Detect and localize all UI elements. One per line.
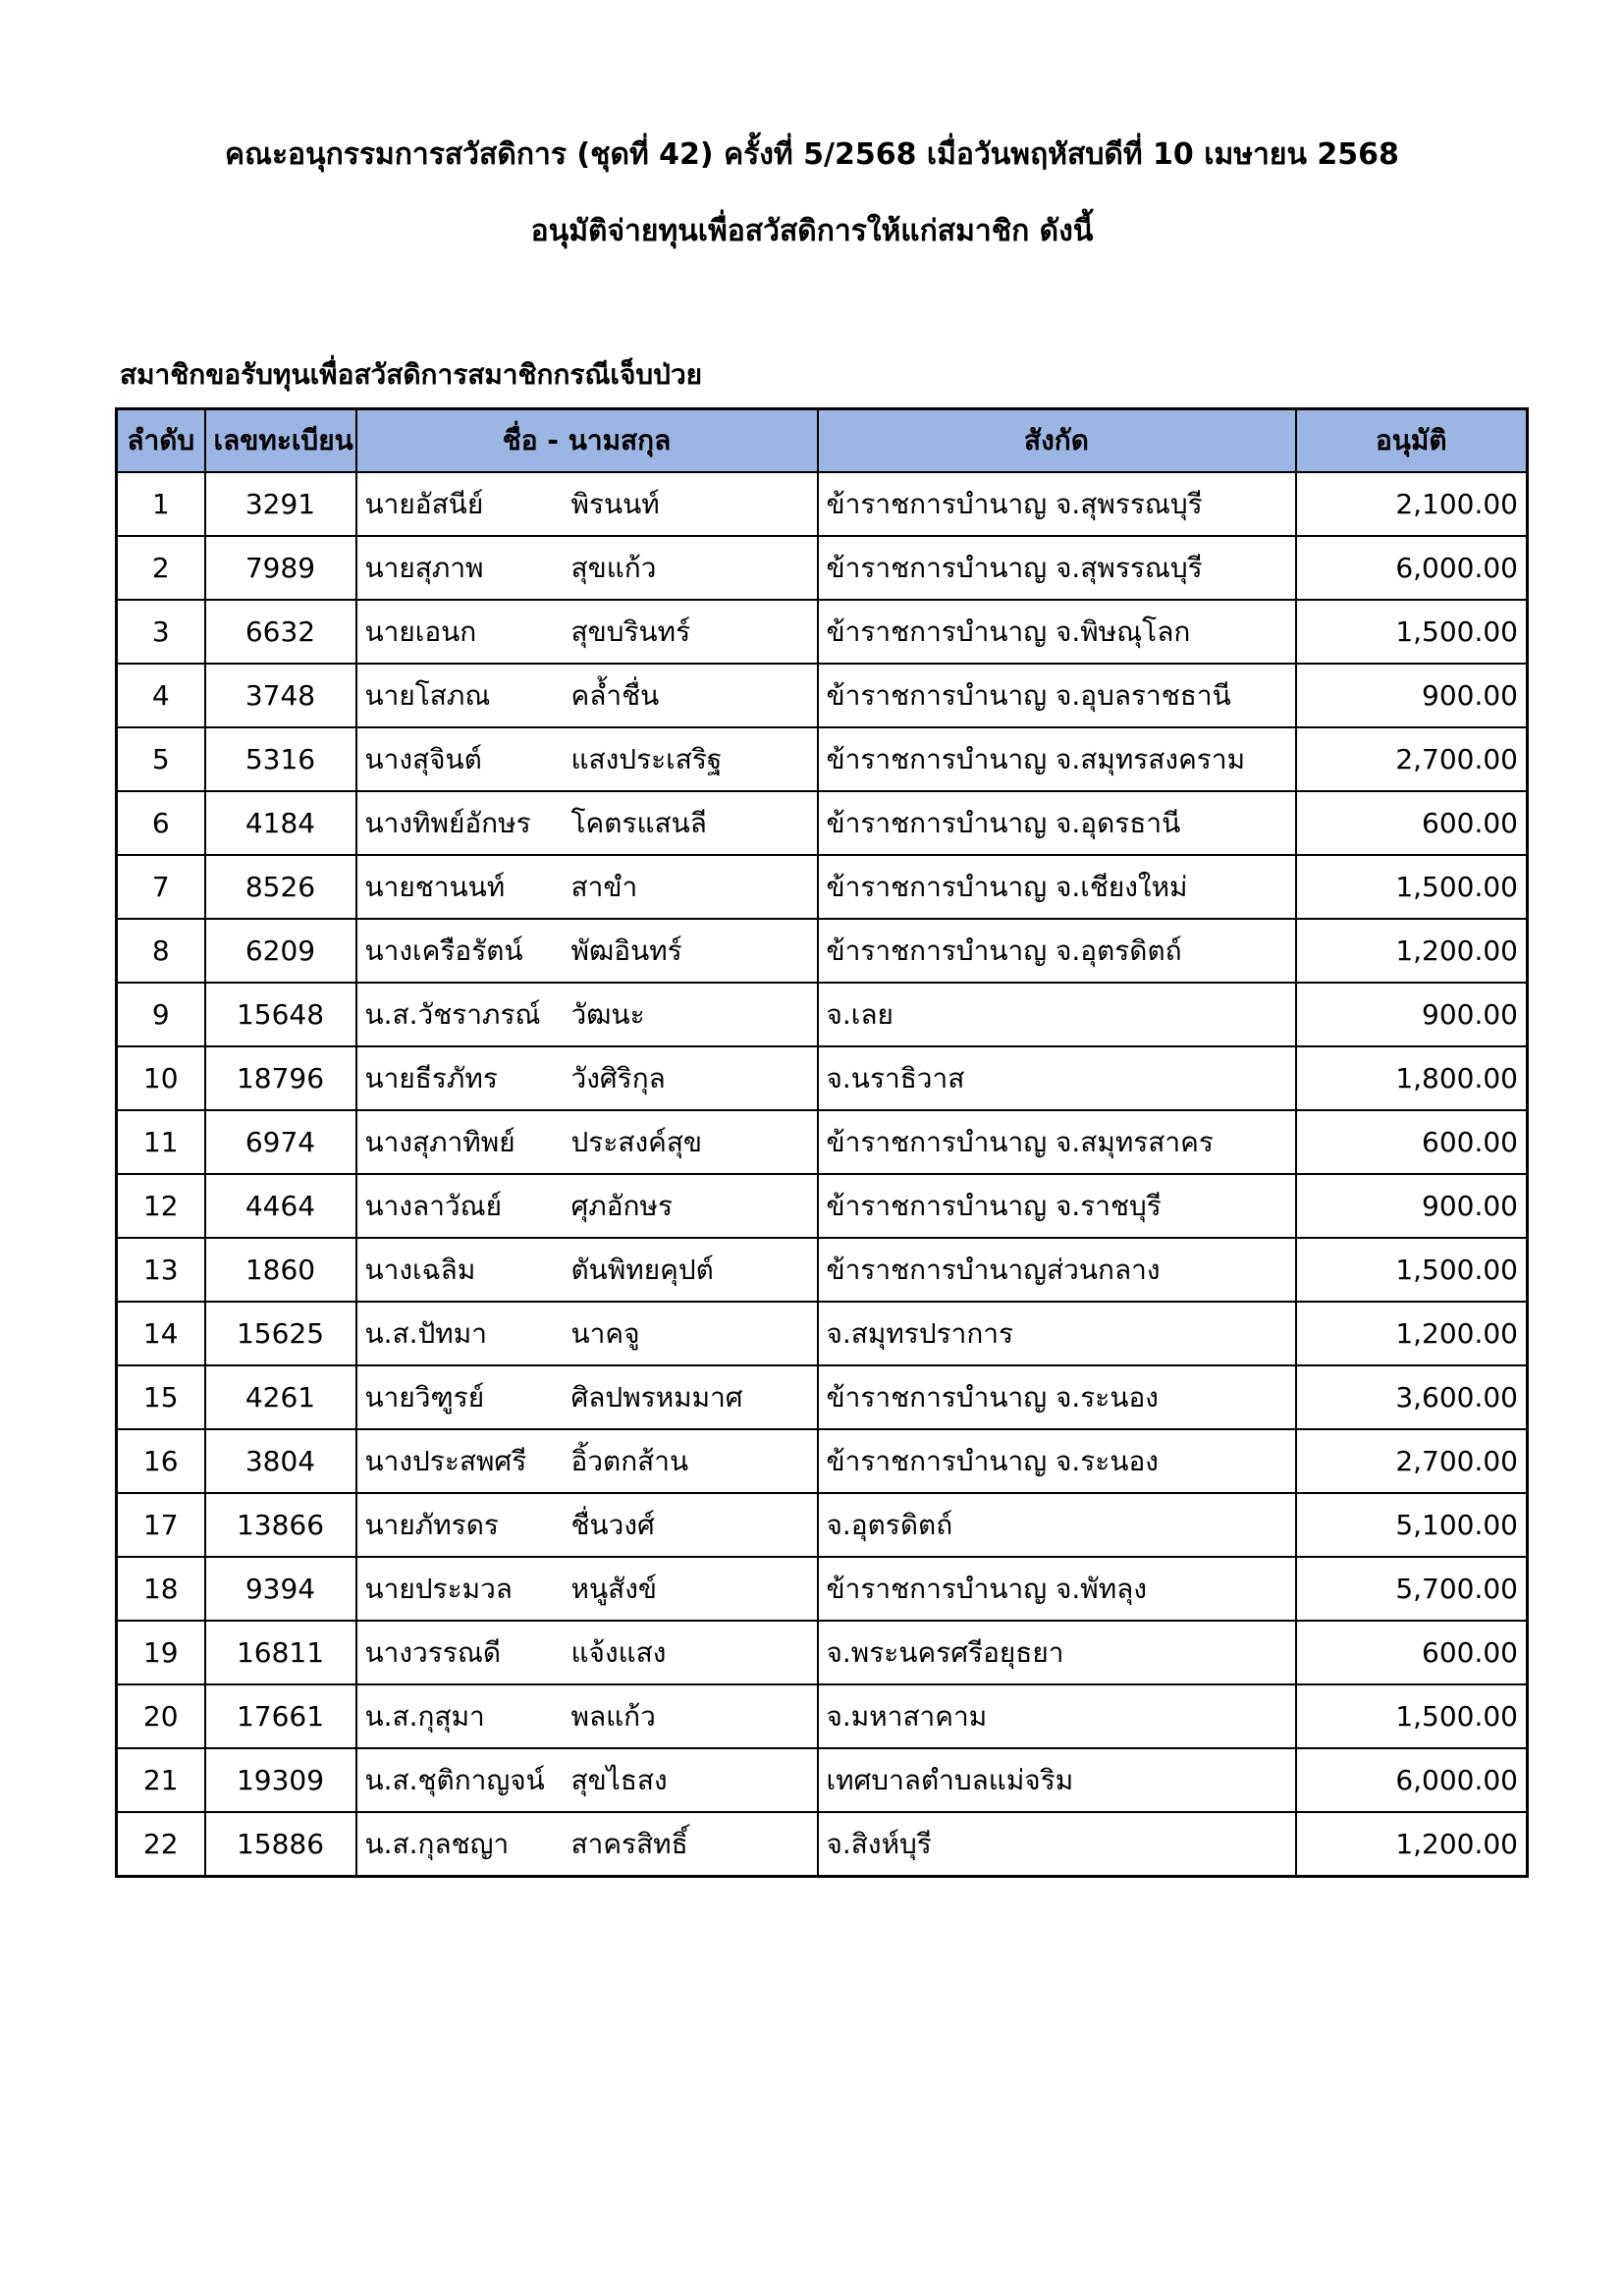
cell-name — [356, 1812, 818, 1877]
last-name: แจ้งแสง — [570, 1635, 667, 1669]
cell-no: 18 — [117, 1557, 205, 1621]
cell-name — [356, 664, 818, 727]
cell-no: 22 — [117, 1812, 205, 1877]
cell-affiliation: จ.สมุทรปราการ — [818, 1302, 1296, 1365]
cell-reg: 15886 — [205, 1812, 356, 1877]
table-row — [117, 1429, 1528, 1493]
first-name: นางวรรณดี — [364, 1635, 501, 1669]
cell-approved-amount: 900.00 — [1296, 664, 1528, 727]
cell-name — [356, 1174, 818, 1238]
cell-reg: 3748 — [205, 664, 356, 727]
table-row — [117, 855, 1528, 919]
cell-no: 5 — [117, 727, 205, 791]
last-name: พิรนนท์ — [570, 487, 660, 520]
cell-no: 9 — [117, 983, 205, 1046]
first-name: นายชานนท์ — [364, 870, 506, 903]
table-row — [117, 727, 1528, 791]
cell-approved-amount: 600.00 — [1296, 1621, 1528, 1684]
cell-no: 21 — [117, 1748, 205, 1812]
cell-no: 14 — [117, 1302, 205, 1365]
header-name: ชื่อ - นามสกุล — [356, 409, 818, 473]
table-row — [117, 791, 1528, 855]
last-name: สุขไธสง — [570, 1763, 668, 1796]
cell-approved-amount: 900.00 — [1296, 983, 1528, 1046]
document-title: คณะอนุกรรมการสวัสดิการ (ชุดที่ 42) ครั้งที่ 5/2568 เมื่อวันพฤหัสบดีที่ 10 เมษายน 2568 — [225, 137, 1399, 172]
cell-no: 15 — [117, 1365, 205, 1429]
cell-affiliation: ข้าราชการบำนาญ จ.พัทลุง — [818, 1557, 1296, 1621]
cell-affiliation: ข้าราชการบำนาญส่วนกลาง — [818, 1238, 1296, 1302]
cell-affiliation: เทศบาลตำบลแม่จริม — [818, 1748, 1296, 1812]
members-table — [115, 407, 1529, 1878]
cell-no: 20 — [117, 1684, 205, 1748]
last-name: แสงประเสริฐ — [570, 742, 723, 775]
first-name: นางประสพศรี — [364, 1444, 527, 1477]
cell-reg: 1860 — [205, 1238, 356, 1302]
table-row — [117, 1302, 1528, 1365]
cell-name — [356, 1493, 818, 1557]
cell-approved-amount: 1,500.00 — [1296, 1684, 1528, 1748]
cell-no: 17 — [117, 1493, 205, 1557]
cell-reg: 15625 — [205, 1302, 356, 1365]
cell-approved-amount: 1,500.00 — [1296, 1238, 1528, 1302]
last-name: สาขำ — [570, 870, 638, 903]
cell-name — [356, 1110, 818, 1174]
cell-no: 1 — [117, 472, 205, 536]
table-row — [117, 1174, 1528, 1238]
cell-reg: 4261 — [205, 1365, 356, 1429]
cell-reg: 9394 — [205, 1557, 356, 1621]
first-name: น.ส.ชุติกาญจน์ — [364, 1763, 545, 1796]
cell-name — [356, 1302, 818, 1365]
cell-name — [356, 536, 818, 600]
cell-affiliation: ข้าราชการบำนาญ จ.อุดรธานี — [818, 791, 1296, 855]
table-row — [117, 1812, 1528, 1877]
last-name: ศุภอักษร — [570, 1189, 673, 1222]
cell-no: 7 — [117, 855, 205, 919]
cell-no: 10 — [117, 1046, 205, 1110]
cell-no: 8 — [117, 919, 205, 983]
last-name: โคตรแสนลี — [570, 806, 707, 839]
header-affiliation: สังกัด — [818, 409, 1296, 473]
cell-no: 6 — [117, 791, 205, 855]
cell-name — [356, 1557, 818, 1621]
table-row — [117, 919, 1528, 983]
cell-name — [356, 1684, 818, 1748]
cell-no: 4 — [117, 664, 205, 727]
table-row — [117, 600, 1528, 664]
cell-approved-amount: 600.00 — [1296, 1110, 1528, 1174]
cell-reg: 7989 — [205, 536, 356, 600]
cell-no: 11 — [117, 1110, 205, 1174]
cell-name — [356, 855, 818, 919]
cell-name — [356, 472, 818, 536]
cell-affiliation: จ.อุตรดิตถ์ — [818, 1493, 1296, 1557]
cell-approved-amount: 6,000.00 — [1296, 1748, 1528, 1812]
cell-name — [356, 1238, 818, 1302]
first-name: นางสุจินต์ — [364, 742, 482, 775]
table-row — [117, 536, 1528, 600]
cell-no: 12 — [117, 1174, 205, 1238]
header-reg: เลขทะเบียน — [205, 409, 356, 473]
first-name: นายโสภณ — [364, 678, 491, 712]
table-row — [117, 1046, 1528, 1110]
cell-approved-amount: 1,200.00 — [1296, 919, 1528, 983]
cell-name — [356, 1748, 818, 1812]
cell-approved-amount: 2,700.00 — [1296, 1429, 1528, 1493]
cell-approved-amount: 3,600.00 — [1296, 1365, 1528, 1429]
first-name: นายประมวล — [364, 1572, 513, 1605]
cell-approved-amount: 2,100.00 — [1296, 472, 1528, 536]
cell-affiliation: ข้าราชการบำนาญ จ.สุพรรณบุรี — [818, 472, 1296, 536]
cell-reg: 16811 — [205, 1621, 356, 1684]
last-name: อิ้วตกส้าน — [570, 1444, 689, 1477]
cell-name — [356, 1365, 818, 1429]
table-row — [117, 983, 1528, 1046]
cell-reg: 13866 — [205, 1493, 356, 1557]
table-row — [117, 1621, 1528, 1684]
cell-approved-amount: 900.00 — [1296, 1174, 1528, 1238]
cell-name — [356, 727, 818, 791]
first-name: น.ส.กุสุมา — [364, 1699, 485, 1733]
cell-no: 19 — [117, 1621, 205, 1684]
section-heading: สมาชิกขอรับทุนเพื่อสวัสดิการสมาชิกกรณีเจ็บป่วย — [120, 358, 703, 391]
last-name: สุขแก้ว — [570, 551, 657, 584]
last-name: วัฒนะ — [570, 997, 645, 1031]
cell-approved-amount: 6,000.00 — [1296, 536, 1528, 600]
cell-affiliation: ข้าราชการบำนาญ จ.เชียงใหม่ — [818, 855, 1296, 919]
first-name: นายภัทรดร — [364, 1508, 499, 1541]
cell-reg: 8526 — [205, 855, 356, 919]
cell-approved-amount: 1,200.00 — [1296, 1812, 1528, 1877]
cell-affiliation: จ.สิงห์บุรี — [818, 1812, 1296, 1877]
cell-reg: 3804 — [205, 1429, 356, 1493]
first-name: นายเอนก — [364, 614, 477, 648]
last-name: วังศิริกุล — [570, 1061, 666, 1095]
first-name: นางเฉลิม — [364, 1253, 476, 1286]
cell-no: 2 — [117, 536, 205, 600]
first-name: นางลาวัณย์ — [364, 1189, 503, 1222]
first-name: น.ส.กุลชญา — [364, 1827, 510, 1860]
cell-name — [356, 1046, 818, 1110]
cell-reg: 15648 — [205, 983, 356, 1046]
cell-affiliation: จ.มหาสาคาม — [818, 1684, 1296, 1748]
table-row — [117, 1684, 1528, 1748]
cell-approved-amount: 1,200.00 — [1296, 1302, 1528, 1365]
table-row — [117, 1493, 1528, 1557]
last-name: หนูสังข์ — [570, 1572, 657, 1605]
cell-approved-amount: 2,700.00 — [1296, 727, 1528, 791]
cell-affiliation: จ.พระนครศรีอยุธยา — [818, 1621, 1296, 1684]
first-name: นายวิฑูรย์ — [364, 1380, 485, 1414]
first-name: นายธีรภัทร — [364, 1061, 498, 1095]
cell-reg: 6209 — [205, 919, 356, 983]
cell-no: 3 — [117, 600, 205, 664]
cell-approved-amount: 5,100.00 — [1296, 1493, 1528, 1557]
cell-reg: 4464 — [205, 1174, 356, 1238]
cell-affiliation: ข้าราชการบำนาญ จ.ระนอง — [818, 1429, 1296, 1493]
cell-reg: 3291 — [205, 472, 356, 536]
last-name: สุขบรินทร์ — [570, 614, 691, 648]
first-name: น.ส.วัชราภรณ์ — [364, 997, 541, 1031]
cell-affiliation: ข้าราชการบำนาญ จ.อุบลราชธานี — [818, 664, 1296, 727]
cell-reg: 18796 — [205, 1046, 356, 1110]
document-subtitle: อนุมัติจ่ายทุนเพื่อสวัสดิการให้แก่สมาชิก ดังนี้ — [530, 214, 1094, 248]
cell-reg: 6974 — [205, 1110, 356, 1174]
cell-affiliation: ข้าราชการบำนาญ จ.อุตรดิตถ์ — [818, 919, 1296, 983]
cell-no: 13 — [117, 1238, 205, 1302]
cell-name — [356, 983, 818, 1046]
first-name: นางสุภาทิพย์ — [364, 1125, 515, 1158]
header-approved: อนุมัติ — [1296, 409, 1528, 473]
cell-approved-amount: 5,700.00 — [1296, 1557, 1528, 1621]
last-name: พัฒอินทร์ — [570, 934, 682, 967]
first-name: นางทิพย์อักษร — [364, 806, 531, 839]
table-row — [117, 664, 1528, 727]
table-row — [117, 472, 1528, 536]
last-name: ตันพิทยคุปต์ — [570, 1253, 714, 1286]
cell-approved-amount: 600.00 — [1296, 791, 1528, 855]
cell-affiliation: ข้าราชการบำนาญ จ.ระนอง — [818, 1365, 1296, 1429]
cell-approved-amount: 1,800.00 — [1296, 1046, 1528, 1110]
first-name: น.ส.ปัทมา — [364, 1316, 487, 1350]
cell-reg: 19309 — [205, 1748, 356, 1812]
cell-reg: 4184 — [205, 791, 356, 855]
header-no: ลำดับ — [117, 409, 205, 473]
last-name: นาคจู — [570, 1316, 640, 1350]
table-row — [117, 1748, 1528, 1812]
table-header-row — [117, 409, 1528, 473]
last-name: สาครสิทธิ์ — [570, 1827, 688, 1860]
first-name: นางเครือรัตน์ — [364, 934, 523, 967]
table-body — [117, 472, 1528, 1877]
cell-no: 16 — [117, 1429, 205, 1493]
first-name: นายสุภาพ — [364, 551, 484, 584]
cell-affiliation: ข้าราชการบำนาญ จ.สมุทรสาคร — [818, 1110, 1296, 1174]
last-name: ศิลปพรหมมาศ — [570, 1380, 743, 1414]
cell-approved-amount: 1,500.00 — [1296, 600, 1528, 664]
table-row — [117, 1557, 1528, 1621]
table-row — [117, 1110, 1528, 1174]
cell-reg: 5316 — [205, 727, 356, 791]
table-row — [117, 1238, 1528, 1302]
cell-name — [356, 791, 818, 855]
cell-reg: 6632 — [205, 600, 356, 664]
table-row — [117, 1365, 1528, 1429]
cell-name — [356, 1621, 818, 1684]
cell-affiliation: จ.นราธิวาส — [818, 1046, 1296, 1110]
cell-affiliation: ข้าราชการบำนาญ จ.ราชบุรี — [818, 1174, 1296, 1238]
first-name: นายอัสนีย์ — [364, 487, 484, 520]
last-name: ชื่นวงศ์ — [570, 1508, 655, 1541]
cell-reg: 17661 — [205, 1684, 356, 1748]
cell-affiliation: ข้าราชการบำนาญ จ.สุพรรณบุรี — [818, 536, 1296, 600]
last-name: คล้ำชื่น — [570, 678, 660, 712]
last-name: ประสงค์สุข — [570, 1125, 703, 1158]
cell-approved-amount: 1,500.00 — [1296, 855, 1528, 919]
cell-name — [356, 919, 818, 983]
cell-affiliation: จ.เลย — [818, 983, 1296, 1046]
last-name: พลแก้ว — [570, 1699, 656, 1733]
cell-name — [356, 1429, 818, 1493]
cell-name — [356, 600, 818, 664]
cell-affiliation: ข้าราชการบำนาญ จ.สมุทรสงคราม — [818, 727, 1296, 791]
cell-affiliation: ข้าราชการบำนาญ จ.พิษณุโลก — [818, 600, 1296, 664]
